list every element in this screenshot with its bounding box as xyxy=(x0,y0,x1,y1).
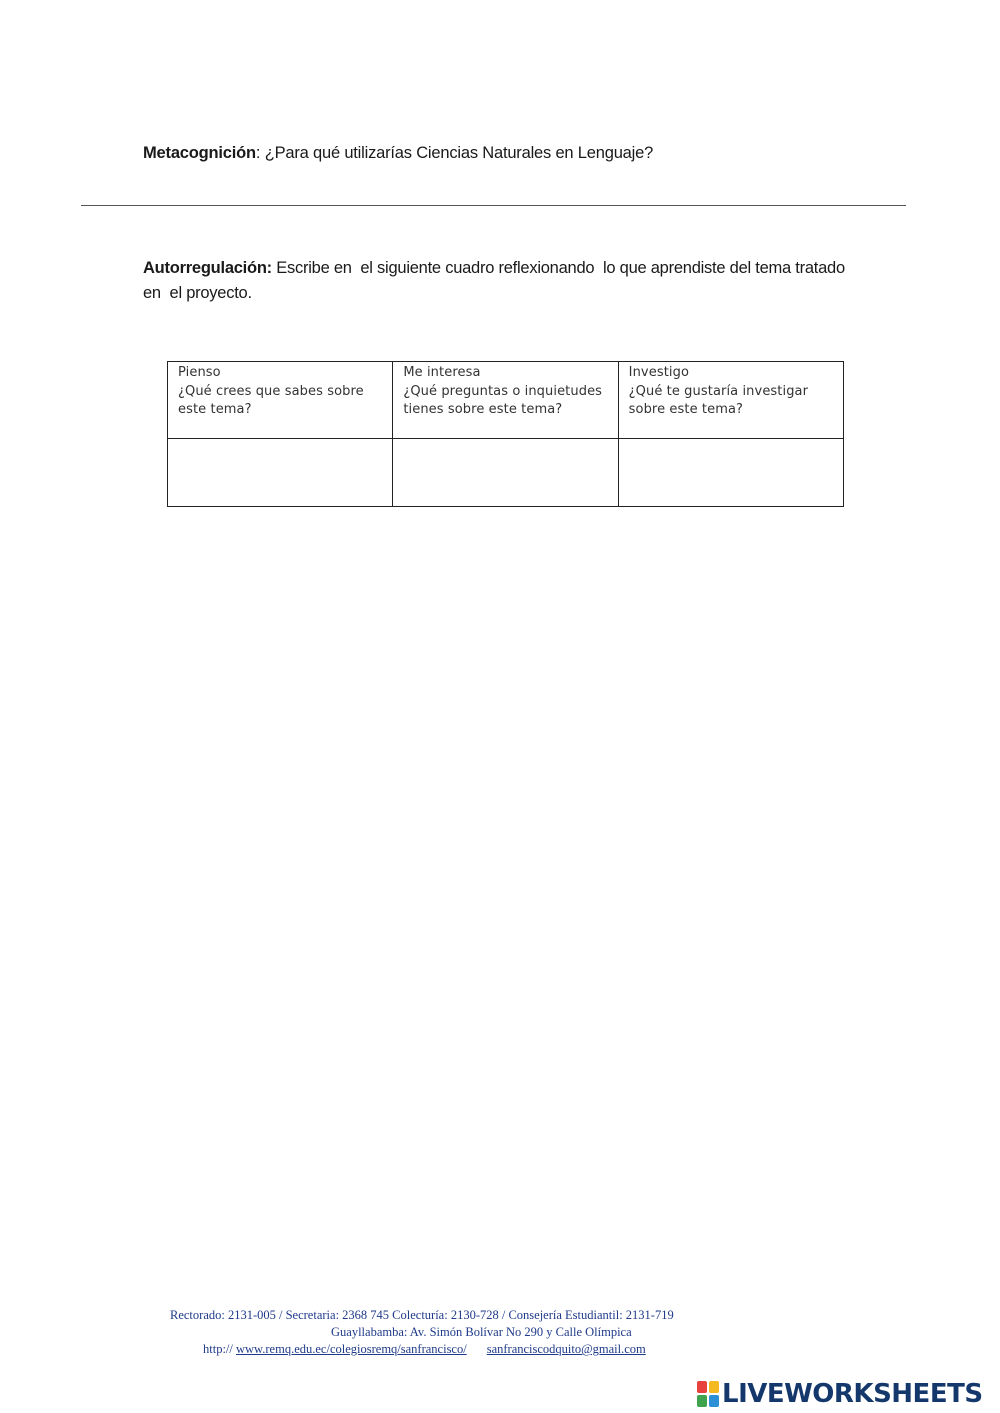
footer-links xyxy=(203,1342,646,1357)
metacognition-text: : ¿Para qué utilizarías Ciencias Naturales en Lenguaje? xyxy=(255,144,654,162)
footer-address: Guayllabamba: Av. Simón Bolívar No 290 y Calle Olímpica xyxy=(331,1325,632,1339)
liveworksheets-brand[interactable] xyxy=(697,1377,983,1411)
school-email-link[interactable]: sanfranciscodquito@gmail.com xyxy=(486,1342,646,1356)
answer-cell-pienso[interactable] xyxy=(168,439,393,507)
table-answer-row xyxy=(168,439,844,507)
column-title: Me interesa xyxy=(403,365,481,380)
footer-url-prefix: http:// xyxy=(203,1342,236,1356)
column-question: ¿Qué crees que sabes sobre este tema? xyxy=(178,383,364,417)
self-regulation-text: Escribe en el siguiente cuadro reflexionando lo que aprendiste del tema tratado en el proyecto. xyxy=(143,259,850,302)
footer-phones: Rectorado: 2131-005 / Secretaria: 2368 745 Colecturía: 2130-728 / Consejería Estudiantil: 2131-719 xyxy=(170,1308,674,1322)
table-header-row xyxy=(168,362,844,439)
column-question: ¿Qué preguntas o inquietudes tienes sobre este tema? xyxy=(403,383,603,417)
answer-cell-me-interesa[interactable] xyxy=(393,439,618,507)
column-title: Investigo xyxy=(628,365,690,380)
header-cell-investigo xyxy=(618,362,843,439)
answer-cell-investigo[interactable] xyxy=(618,439,843,507)
metacognition-label: Metacognición xyxy=(143,144,256,162)
school-website-link[interactable]: www.remq.edu.ec/colegiosremq/sanfrancisco/ xyxy=(236,1342,467,1356)
self-regulation-instruction xyxy=(143,256,863,306)
liveworksheets-logo-icon xyxy=(697,1381,719,1407)
header-cell-pienso xyxy=(168,362,393,439)
reflection-table xyxy=(167,361,844,507)
column-question: ¿Qué te gustaría investigar sobre este tema? xyxy=(628,383,809,417)
header-cell-me-interesa xyxy=(393,362,618,439)
self-regulation-label: Autorregulación: xyxy=(143,259,272,277)
metacognition-question xyxy=(143,144,653,163)
brand-name: LIVEWORKSHEETS xyxy=(722,1379,983,1409)
column-title: Pienso xyxy=(178,365,221,380)
metacognition-answer-line[interactable] xyxy=(81,205,906,206)
